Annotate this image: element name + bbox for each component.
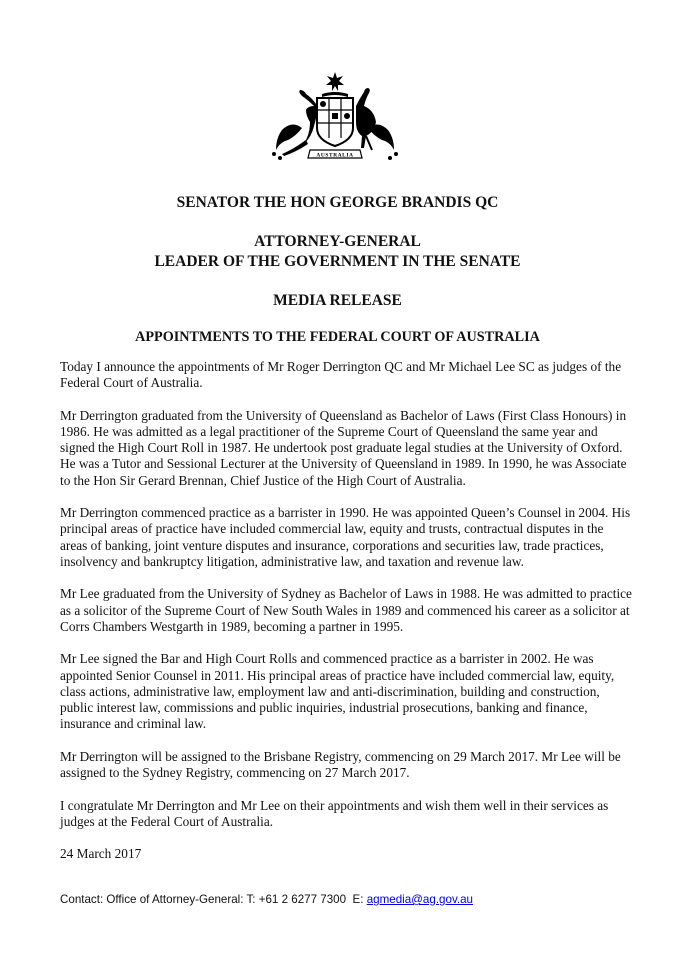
document-type-heading: MEDIA RELEASE <box>273 292 402 309</box>
coat-of-arms-crest <box>262 70 408 166</box>
body-paragraph: Mr Derrington graduated from the University of Queensland as Bachelor of Laws (First Class Honours) in 1986. He was admitted as a legal practitioner of the Supreme Court of Queensland the same year and signed the High Court Roll in 1987. He undertook post graduate legal studies at the University of Oxford. He was a Tutor and Sessional Lecturer at the University of Queensland in 1989. In 1990, he was Associate to the Hon Sir Gerard Brennan, Chief Justice of the High Court of Australia. <box>60 407 627 488</box>
body-paragraph: Mr Derrington will be assigned to the Brisbane Registry, commencing on 29 March 2017. Mr Lee will be assigned to the Sydney Registry, commencing on 27 March 2017. <box>60 748 621 781</box>
body-paragraph: Mr Derrington commenced practice as a barrister in 1990. He was appointed Queen’s Counsel in 2004. His principal areas of practice have included commercial law, equity and trusts, contractual disputes in the areas of banking, joint venture disputes and insurance, corporations and securities law, trade practices, insolvency and bankruptcy litigation, administrative law, and taxation and revenue law. <box>60 505 631 569</box>
release-date: 24 March 2017 <box>60 846 142 862</box>
contact-email-link[interactable]: agmedia@ag.gov.au <box>366 893 473 906</box>
contact-line <box>60 893 473 907</box>
release-body <box>60 359 632 879</box>
kangaroo-icon <box>298 90 317 146</box>
minister-name-heading: SENATOR THE HON GEORGE BRANDIS QC <box>176 194 499 211</box>
crest-scroll-text: AUSTRALIA <box>316 152 354 159</box>
body-paragraph: I congratulate Mr Derrington and Mr Lee on their appointments and wish them well in their services as judges at the Federal Court of Australia. <box>60 797 609 829</box>
minister-title-line-2: LEADER OF THE GOVERNMENT IN THE SENATE <box>154 253 521 270</box>
commonwealth-star-icon <box>326 72 344 91</box>
emu-icon <box>356 88 376 148</box>
minister-title-line-1: ATTORNEY-GENERAL <box>254 233 421 250</box>
body-paragraph: Mr Lee graduated from the University of Sydney as Bachelor of Laws in 1988. He was admitted to practice as a solicitor of the Supreme Court of New South Wales in 1989 and commenced his career as a solicitor at Corrs Chambers Westgarth in 1989, becoming a partner in 1995. <box>60 586 632 634</box>
release-subject-heading: APPOINTMENTS TO THE FEDERAL COURT OF AUSTRALIA <box>135 329 540 345</box>
body-paragraph: Today I announce the appointments of Mr Roger Derrington QC and Mr Michael Lee SC as judges of the Federal Court of Australia. <box>60 359 622 391</box>
body-paragraph: Mr Lee signed the Bar and High Court Rolls and commenced practice as a barrister in 2002. He was appointed Senior Counsel in 2011. His principal areas of practice have included commercial law, equity, class actions, administrative law, employment law and anti-discrimination, building and construction, public interest law, commissions and public inquiries, industrial prosecutions, banking and finance, insurance and criminal law. <box>60 651 615 732</box>
contact-details: Contact: Office of Attorney-General: T: +61 2 6277 7300 E: <box>60 893 367 906</box>
